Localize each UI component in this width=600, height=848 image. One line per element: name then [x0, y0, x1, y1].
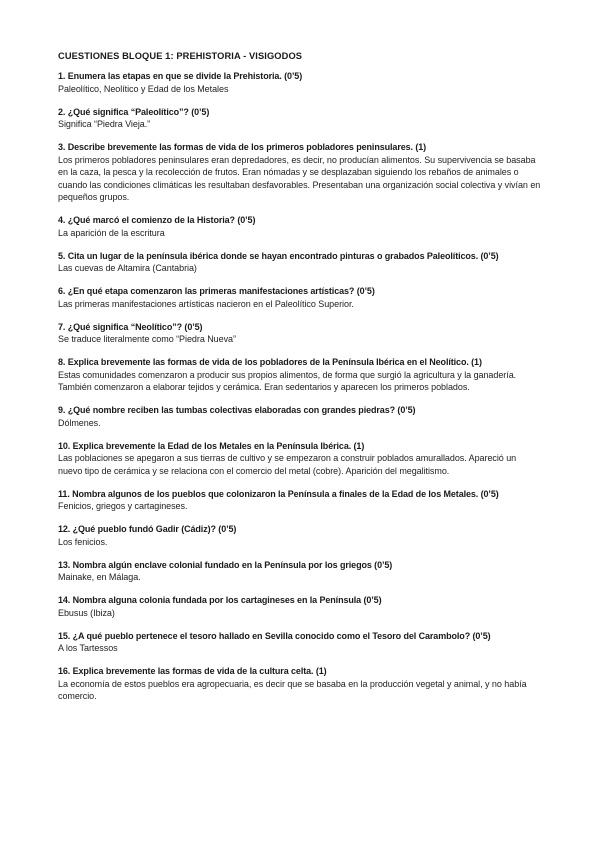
question-item [58, 250, 542, 275]
question-item [58, 356, 542, 394]
answer-text: Las cuevas de Altamira (Cantabria) [58, 263, 197, 273]
question-text: 11. Nombra algunos de los pueblos que colonizaron la Península a finales de la Edad de los Metales. (0’5) [58, 488, 499, 499]
question-text: 4. ¿Qué marcó el comienzo de la Historia? (0’5) [58, 215, 256, 225]
answer-text: Dólmenes. [58, 417, 101, 428]
question-item [58, 594, 542, 619]
question-text: 15. ¿A qué pueblo pertenece el tesoro hallado en Sevilla conocido como el Tesoro del Carambolo? (0’5) [58, 630, 491, 641]
question-text: 1. Enumera las etapas en que se divide la Prehistoria. (0’5) [58, 71, 303, 81]
answer-text: Paleolítico, Neolítico y Edad de los Metales [58, 83, 229, 94]
question-item [58, 285, 542, 310]
question-item [58, 141, 542, 204]
answer-text: Las primeras manifestaciones artísticas nacieron en el Paleolítico Superior. [58, 298, 354, 309]
question-item [58, 321, 542, 346]
answer-text: Estas comunidades comenzaron a producir sus propios alimentos, de forma que surgió la agricultura y la ganadería. También comenzaron a elaborar tejidos y cerámica. Eran sedentarios y aparecen los primeros poblados. [58, 369, 517, 392]
question-item [58, 559, 542, 584]
answer-text: La aparición de la escritura [58, 227, 165, 238]
question-item [58, 404, 542, 429]
answer-text: Se traduce literalmente como “Piedra Nueva” [58, 334, 236, 344]
answer-text: Ebusus (Ibiza) [58, 607, 115, 618]
question-text: 9. ¿Qué nombre reciben las tumbas colectivas elaboradas con grandes piedras? (0’5) [58, 405, 416, 415]
answer-text: A los Tartessos [58, 643, 118, 653]
question-text: 7. ¿Qué significa “Neolítico”? (0’5) [58, 321, 203, 332]
answer-text: Los fenicios. [58, 536, 108, 547]
answer-text: Mainake, en Málaga. [58, 572, 141, 582]
question-item [58, 106, 542, 131]
question-item [58, 488, 542, 513]
answer-text: Las poblaciones se apegaron a sus tierras de cultivo y se empezaron a construir poblados amurallados. Apareció un nuevo tipo de cerámica y se relaciona con el comercio del metal (cobre). Aparición del megalitismo. [58, 453, 517, 476]
question-text: 14. Nombra alguna colonia fundada por los cartagineses en la Península (0’5) [58, 595, 382, 605]
answer-text: Los primeros pobladores peninsulares eran depredadores, es decir, no producían alimentos. Su supervivencia se basaba en la caza, la pesca y la recolección de frutos. Eran nómadas y se desplazaban siguiendo los rebaños de animales o cuando las condiciones climáticas les resultaban desfavorables. Presentaban una organización social colectiva y vivían en pequeños grupos. [58, 154, 541, 202]
question-item [58, 523, 542, 548]
question-item [58, 214, 542, 239]
question-item [58, 630, 542, 655]
question-item [58, 70, 542, 95]
question-text: 10. Explica brevemente la Edad de los Metales en la Península Ibérica. (1) [58, 440, 365, 451]
question-text: 16. Explica brevemente las formas de vida de la cultura celta. (1) [58, 666, 327, 676]
question-text: 12. ¿Qué pueblo fundó Gadir (Cádiz)? (0’5) [58, 524, 237, 534]
question-item [58, 440, 542, 478]
answer-text: Fenicios, griegos y cartagineses. [58, 501, 188, 511]
answer-text: La economía de estos pueblos era agropecuaria, es decir que se basaba en la producción vegetal y animal, y no había comercio. [58, 678, 527, 701]
question-text: 2. ¿Qué significa “Paleolítico”? (0’5) [58, 106, 210, 117]
document-title: CUESTIONES BLOQUE 1: PREHISTORIA - VISIGODOS [58, 51, 303, 61]
question-item [58, 665, 542, 703]
question-text: 3. Describe brevemente las formas de vida de los primeros pobladores peninsulares. (1) [58, 142, 427, 152]
question-text: 6. ¿En qué etapa comenzaron las primeras manifestaciones artísticas? (0’5) [58, 286, 375, 296]
question-list [58, 70, 542, 703]
question-text: 5. Cita un lugar de la península ibérica donde se hayan encontrado pinturas o grabados Paleolíticos. (0’5) [58, 250, 499, 261]
answer-text: Significa “Piedra Vieja.” [58, 119, 151, 129]
question-text: 13. Nombra algún enclave colonial fundado en la Península por los griegos (0’5) [58, 559, 393, 570]
question-text: 8. Explica brevemente las formas de vida de los pobladores de la Península Ibérica en el Neolítico. (1) [58, 357, 482, 367]
